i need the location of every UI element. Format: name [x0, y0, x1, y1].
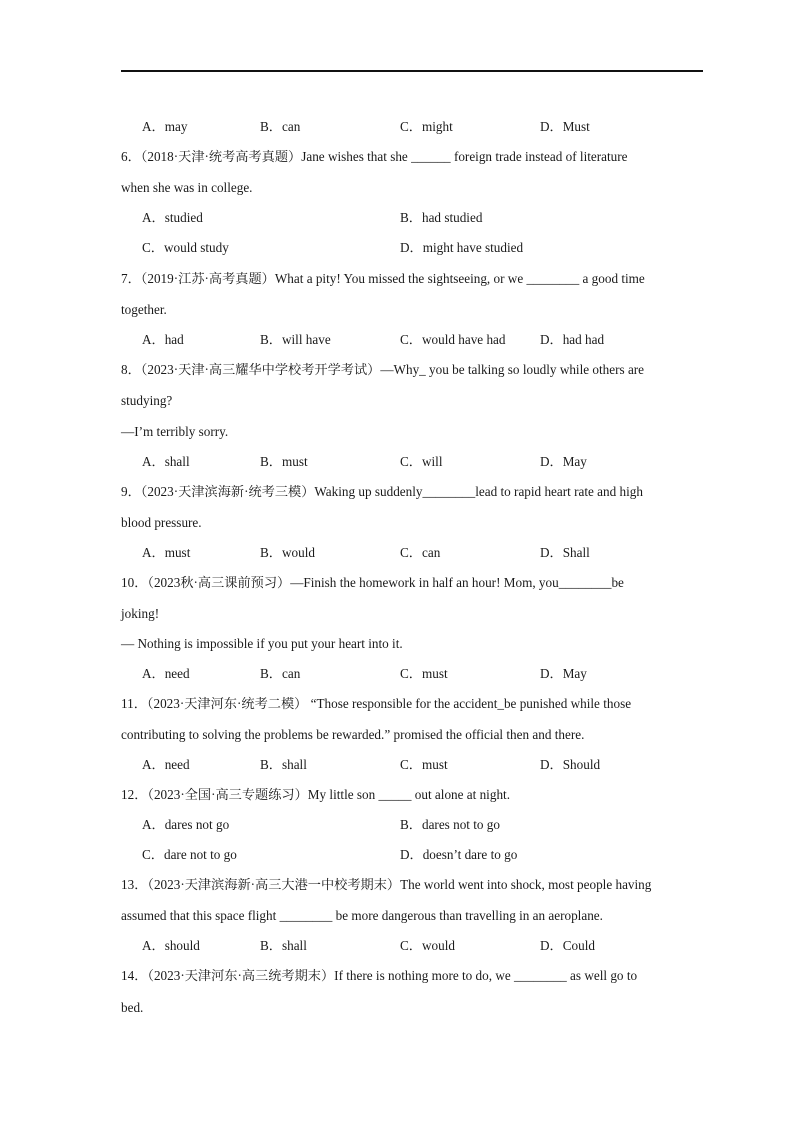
- option-d[interactable]: D．Shall: [540, 545, 590, 560]
- option-b[interactable]: B．had studied: [400, 210, 483, 225]
- option-b[interactable]: B．dares not to go: [400, 817, 500, 832]
- header-rule: [121, 70, 703, 72]
- option-a[interactable]: A．studied: [142, 210, 203, 225]
- question-stem: 12．（2023·全国·高三专题练习）My little son _____ out alone at night.: [121, 787, 510, 802]
- question-stem: 7．（2019·江苏·高考真题）What a pity! You missed the sightseeing, or we ________ a good time: [121, 271, 645, 286]
- option-a[interactable]: A．should: [142, 938, 200, 953]
- option-b[interactable]: B．must: [260, 454, 308, 469]
- option-c[interactable]: C．might: [400, 119, 453, 134]
- question-stem-cont: joking!: [121, 606, 160, 621]
- option-d[interactable]: D．might have studied: [400, 240, 524, 255]
- option-c[interactable]: C．would: [400, 938, 455, 953]
- option-a[interactable]: A．must: [142, 545, 191, 560]
- option-a[interactable]: A．dares not go: [142, 817, 230, 832]
- question-stem-cont: when she was in college.: [121, 180, 253, 195]
- option-d[interactable]: D．Could: [540, 938, 595, 953]
- option-b[interactable]: B．will have: [260, 332, 331, 347]
- question-stem: 10．（2023秋·高三课前预习）—Finish the homework in half an hour! Mom, you________be: [121, 575, 624, 590]
- option-c[interactable]: C．would study: [142, 240, 229, 255]
- option-c[interactable]: C．must: [400, 666, 448, 681]
- option-b[interactable]: B．can: [260, 119, 301, 134]
- option-c[interactable]: C．dare not to go: [142, 847, 237, 862]
- question-stem: 9．（2023·天津滨海新·统考三模）Waking up suddenly________lead to rapid heart rate and high: [121, 484, 643, 499]
- option-b[interactable]: B．shall: [260, 938, 307, 953]
- question-stem: 6．（2018·天津·统考高考真题）Jane wishes that she ______ foreign trade instead of literature: [121, 149, 628, 164]
- option-c[interactable]: C．will: [400, 454, 443, 469]
- option-c[interactable]: C．must: [400, 757, 448, 772]
- question-stem-cont: assumed that this space flight ________ be more dangerous than travelling in an aeroplane.: [121, 908, 603, 923]
- option-b[interactable]: B．shall: [260, 757, 307, 772]
- option-d[interactable]: D．doesn’t dare to go: [400, 847, 518, 862]
- option-d[interactable]: D．May: [540, 454, 587, 469]
- option-d[interactable]: D．had had: [540, 332, 605, 347]
- question-stem: 8．（2023·天津·高三耀华中学校考开学考试）—Why_ you be talking so loudly while others are: [121, 362, 645, 377]
- question-stem-cont: blood pressure.: [121, 515, 202, 530]
- question-stem-cont: together.: [121, 302, 167, 317]
- question-stem: 14．（2023·天津河东·高三统考期末）If there is nothing more to do, we ________ as well go to: [121, 968, 638, 983]
- option-d[interactable]: D．May: [540, 666, 587, 681]
- question-stem-cont: bed.: [121, 1000, 144, 1015]
- option-b[interactable]: B．can: [260, 666, 301, 681]
- dialogue-reply: — Nothing is impossible if you put your heart into it.: [121, 636, 403, 651]
- option-a[interactable]: A．may: [142, 119, 188, 134]
- option-d[interactable]: D．Must: [540, 119, 590, 134]
- option-a[interactable]: A．need: [142, 666, 190, 681]
- question-stem: 11．（2023·天津河东·统考二模） “Those responsible for the accident_be punished while those: [121, 696, 632, 711]
- option-c[interactable]: C．can: [400, 545, 441, 560]
- option-b[interactable]: B．would: [260, 545, 315, 560]
- option-a[interactable]: A．need: [142, 757, 190, 772]
- option-a[interactable]: A．shall: [142, 454, 190, 469]
- dialogue-reply: —I’m terribly sorry.: [121, 424, 229, 439]
- option-a[interactable]: A．had: [142, 332, 184, 347]
- option-c[interactable]: C．would have had: [400, 332, 506, 347]
- question-stem: 13．（2023·天津滨海新·高三大港一中校考期末）The world went into shock, most people having: [121, 877, 652, 892]
- question-stem-cont: contributing to solving the problems be rewarded.” promised the official then and there.: [121, 727, 585, 742]
- question-stem-cont: studying?: [121, 393, 173, 408]
- option-d[interactable]: D．Should: [540, 757, 601, 772]
